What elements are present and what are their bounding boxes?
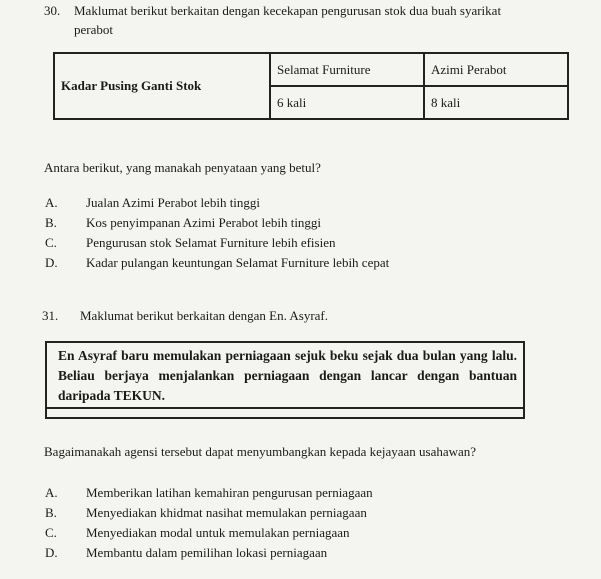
q31-option-c-letter: C. [45,525,57,540]
q31-option-d-letter: D. [45,545,58,560]
table-value-selamat: 6 kali [270,86,424,119]
q30-option-b[interactable]: Kos penyimpanan Azimi Perabot lebih tinggi [86,215,322,230]
table-header-azimi: Azimi Perabot [424,53,568,86]
q30-option-d[interactable]: Kadar pulangan keuntungan Selamat Furniture lebih cepat [86,255,390,270]
q30-option-a[interactable]: Jualan Azimi Perabot lebih tinggi [86,195,261,210]
q31-option-a-letter: A. [45,485,58,500]
q31-option-a[interactable]: Memberikan latihan kemahiran pengurusan perniagaan [86,485,373,500]
question-31-prompt: Bagaimanakah agensi tersebut dapat menyumbangkan kepada kejayaan usahawan? [44,444,477,459]
question-30-number: 30. [44,3,61,18]
q31-option-d[interactable]: Membantu dalam pemilihan lokasi perniagaan [86,545,328,560]
q31-option-b-letter: B. [45,505,57,520]
stock-turnover-table [53,52,569,120]
q30-option-c-letter: C. [45,235,57,250]
table-value-azimi: 8 kali [424,86,568,119]
question-30-prompt: Antara berikut, yang manakah penyataan yang betul? [44,160,321,175]
table-row-label: Kadar Pusing Ganti Stok [54,53,270,119]
question-30-stem-line1: Maklumat berikut berkaitan dengan kecekapan pengurusan stok dua buah syarikat [74,3,502,18]
q30-option-b-letter: B. [45,215,57,230]
question-31-number: 31. [42,308,59,323]
question-30-stem-line2: perabot [74,22,113,37]
question-31-stem: Maklumat berikut berkaitan dengan En. Asyraf. [80,308,329,323]
info-box: En Asyraf baru memulakan perniagaan sejuk beku sejak dua bulan yang lalu. Beliau berjaya menjalankan perniagaan dengan lancar dengan bantuan daripada TEKUN. [45,341,525,419]
q30-option-c[interactable]: Pengurusan stok Selamat Furniture lebih efisien [86,235,336,250]
q30-option-d-letter: D. [45,255,58,270]
q31-option-c[interactable]: Menyediakan modal untuk memulakan perniagaan [86,525,350,540]
q31-option-b[interactable]: Menyediakan khidmat nasihat memulakan perniagaan [86,505,367,520]
q30-option-a-letter: A. [45,195,58,210]
table-row [54,53,568,86]
table-header-selamat: Selamat Furniture [270,53,424,86]
